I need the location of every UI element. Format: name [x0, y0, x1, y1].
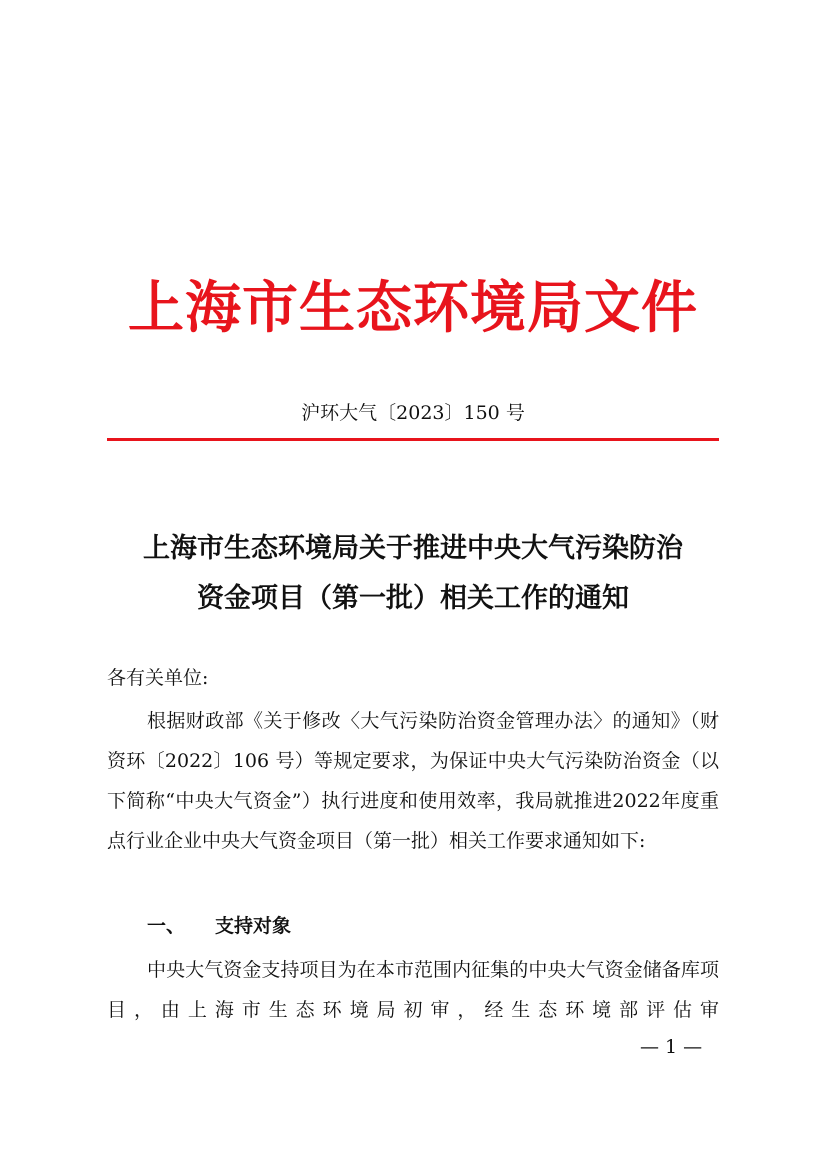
document-number: 沪环大气〔2023〕150 号: [301, 402, 525, 424]
document-title-line-1: 上海市生态环境局关于推进中央大气污染防治: [143, 533, 683, 564]
red-divider-line: [107, 438, 719, 441]
document-title: [100, 524, 726, 624]
page-number: — 1 —: [640, 1036, 703, 1058]
salutation: 各有关单位:: [107, 667, 209, 689]
section-heading-1: [147, 906, 291, 946]
body-paragraph-2: 中央大气资金支持项目为在本市范围内征集的中央大气资金储备库项目，由上海市生态环境局初审，经生态环境部评估审: [107, 959, 719, 1021]
section-heading-label: 支持对象: [215, 915, 292, 937]
body-paragraph-1: 根据财政部《关于修改〈大气污染防治资金管理办法〉的通知》（财资环〔2022〕106 号）等规定要求，为保证中央大气污染防治资金（以下简称“中央大气资金”）执行进度和使用效率，我局就推进2022年度重点行业企业中央大气资金项目（第一批）相关工作要求通知如下:: [107, 710, 719, 852]
masthead-title: 上海市生态环境局文件: [128, 275, 698, 341]
document-title-line-2: 资金项目（第一批）相关工作的通知: [197, 583, 629, 614]
section-heading-number: 一、: [147, 915, 186, 937]
